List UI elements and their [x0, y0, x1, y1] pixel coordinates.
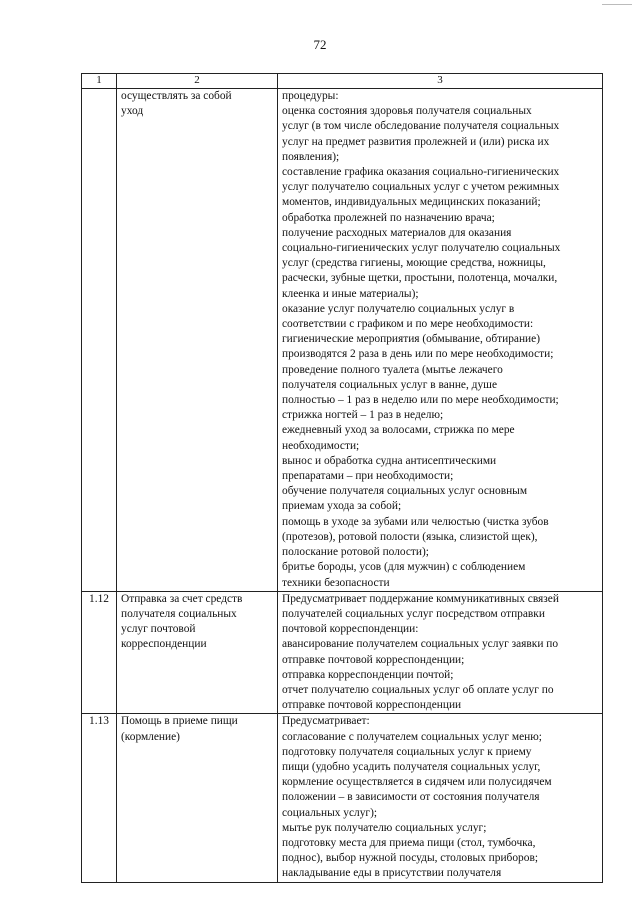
- service-details-cell: [278, 714, 603, 882]
- service-name-cell: [117, 89, 278, 592]
- service-details-line: положении – в зависимости от состояния получателя: [282, 791, 540, 804]
- service-details-line: техники безопасности: [282, 576, 390, 589]
- service-details-line: получателей социальных услуг посредством отправки: [282, 607, 545, 620]
- service-details-line: согласование с получателем социальных услуг меню;: [282, 730, 542, 743]
- services-table: [81, 73, 603, 883]
- service-details-line: появления);: [282, 150, 340, 163]
- service-details-line: полоскание ротовой полости);: [282, 546, 429, 559]
- service-details-line: оказание услуг получателю социальных услуг в: [282, 302, 515, 315]
- service-details-line: кормление осуществляется в сидячем или полусидячем: [282, 776, 552, 789]
- service-details-cell: [278, 89, 603, 592]
- table-header-row: [82, 74, 603, 89]
- service-details-line: обработка пролежней по назначению врача;: [282, 211, 495, 224]
- service-details-line: получение расходных материалов для оказания: [282, 226, 512, 239]
- service-details-line: расчески, зубные щетки, простыни, полотенца, мочалки,: [282, 272, 558, 285]
- service-details-line: ежедневный уход за волосами, стрижка по мере: [282, 424, 515, 437]
- service-details-line: поднос), выбор нужной посуды, столовых приборов;: [282, 852, 538, 865]
- service-details-line: помощь в уходе за зубами или челюстью (чистка зубов: [282, 515, 549, 528]
- service-name-line: осуществлять за собой: [121, 90, 232, 102]
- service-name-line: услуг почтовой: [121, 623, 196, 636]
- table-row: [82, 714, 603, 882]
- service-details-line: вынос и обработка судна антисептическими: [282, 454, 497, 467]
- service-details-line: соответствии с графиком и по мере необходимости:: [282, 318, 534, 331]
- service-details-line: препаратами – при необходимости;: [282, 470, 454, 483]
- page-number: 72: [313, 37, 327, 52]
- scan-artifact: [602, 4, 632, 5]
- service-name-cell: [117, 714, 278, 882]
- row-number: [82, 89, 117, 592]
- table-row: [82, 591, 603, 714]
- service-name-line: получателя социальных: [121, 607, 237, 620]
- service-details-line: почтовой корреспонденции:: [282, 623, 419, 636]
- service-details-line: услуг (средства гигиены, моющие средства, ножницы,: [282, 257, 546, 270]
- service-details-line: полностью – 1 раз в неделю или по мере необходимости;: [282, 394, 559, 407]
- service-details-cell: [278, 591, 603, 714]
- service-details-line: необходимости;: [282, 439, 360, 452]
- service-details-line: подготовку получателя социальных услуг к приему: [282, 745, 532, 758]
- service-details-line: стрижка ногтей – 1 раз в неделю;: [282, 409, 444, 422]
- service-name-line: Помощь в приеме пищи: [121, 715, 238, 728]
- service-details-line: гигиенические мероприятия (обмывание, обтирание): [282, 333, 540, 346]
- column-number-1: 1: [82, 74, 117, 89]
- service-details-line: бритье бороды, усов (для мужчин) с соблюдением: [282, 561, 526, 574]
- service-details-line: услуг на предмет развития пролежней и (или) риска их: [282, 135, 550, 148]
- service-details-line: клеенка и иные материалы);: [282, 287, 419, 300]
- service-details-line: Предусматривает поддержание коммуникативных связей: [282, 592, 559, 605]
- service-details-line: накладывание еды в присутствии получателя: [282, 867, 502, 880]
- service-details-line: оценка состояния здоровья получателя социальных: [282, 105, 532, 118]
- row-number: 1.13: [82, 714, 117, 882]
- service-details-line: мытье рук получателю социальных услуг;: [282, 821, 487, 834]
- service-details-line: услуг (в том числе обследование получателя социальных: [282, 120, 560, 133]
- row-number: 1.12: [82, 591, 117, 714]
- table-row: [82, 89, 603, 592]
- service-details-line: обучение получателя социальных услуг основным: [282, 485, 528, 498]
- service-details-line: пищи (удобно усадить получателя социальных услуг,: [282, 760, 541, 773]
- service-details-line: производятся 2 раза в день или по мере необходимости;: [282, 348, 554, 361]
- service-name-line: Отправка за счет средств: [121, 592, 243, 605]
- service-name-line: (кормление): [121, 730, 180, 743]
- service-details-line: отправке почтовой корреспонденции: [282, 699, 462, 712]
- service-details-line: (протезов), ротовой полости (языка, слизистой щек),: [282, 530, 538, 543]
- service-details-line: отправке почтовой корреспонденции;: [282, 653, 465, 666]
- service-details-line: составление графика оказания социально-гигиенических: [282, 166, 560, 179]
- service-details-line: получателя социальных услуг в ванне, душе: [282, 378, 498, 391]
- service-details-line: социальных услуг);: [282, 806, 378, 819]
- service-details-line: проведение полного туалета (мытье лежачего: [282, 363, 503, 376]
- column-number-2: 2: [117, 74, 278, 89]
- service-name-line: корреспонденции: [121, 638, 207, 651]
- service-details-line: отчет получателю социальных услуг об оплате услуг по: [282, 683, 554, 696]
- service-details-line: авансирование получателем социальных услуг заявки по: [282, 638, 559, 651]
- service-name-line: уход: [121, 105, 144, 118]
- service-details-line: Предусматривает:: [282, 715, 370, 728]
- service-details-line: приемам ухода за собой;: [282, 500, 402, 513]
- service-details-line: процедуры:: [282, 90, 339, 102]
- column-number-3: 3: [278, 74, 603, 89]
- service-details-line: моментов, индивидуальных медицинских показаний;: [282, 196, 541, 209]
- service-name-cell: [117, 591, 278, 714]
- service-details-line: услуг получателю социальных услуг с учетом режимных: [282, 181, 560, 194]
- service-details-line: подготовку места для приема пищи (стол, тумбочка,: [282, 836, 536, 849]
- service-details-line: социально-гигиенических услуг получателю социальных: [282, 242, 561, 255]
- service-details-line: отправка корреспонденции почтой;: [282, 668, 454, 681]
